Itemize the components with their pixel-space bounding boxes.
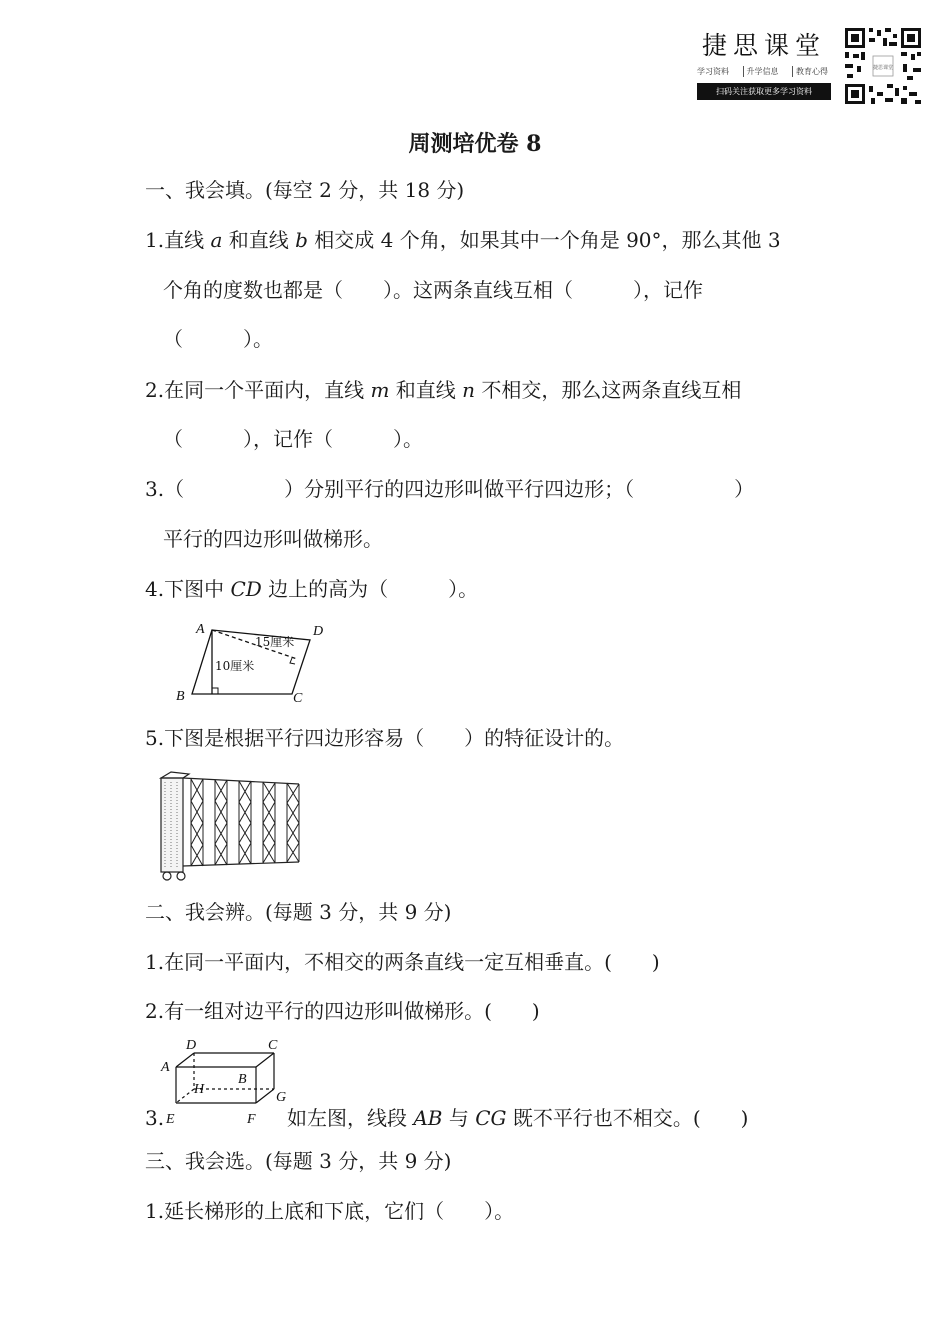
s1-q1-text: 和直线 <box>222 228 296 252</box>
s1-q2-line1 <box>145 376 741 404</box>
right-angle-mark <box>290 658 295 664</box>
s1-q2-text: 和直线 <box>389 378 463 402</box>
s2-q3-text-part: 既不平行也不相交。( ) <box>506 1106 749 1130</box>
label-15cm: 15厘米 <box>255 635 295 649</box>
right-angle-mark <box>212 688 218 694</box>
page-title: 周测培优卷 8 <box>408 131 542 157</box>
brand-tag: 学习资料 <box>697 67 729 76</box>
label-a: A <box>196 622 205 637</box>
brand-tags <box>697 66 831 77</box>
s1-q4-line1 <box>145 575 478 603</box>
brand-tag: 教育心得 <box>792 66 831 77</box>
parallelogram-figure <box>170 618 335 706</box>
s1-q2-var-n: n <box>462 378 476 402</box>
s1-q1-var-a: a <box>210 228 223 252</box>
cuboid-figure <box>158 1037 290 1129</box>
s1-q1-text: 直线 <box>164 228 211 252</box>
section2-heading: 二、我会辨。(每题 3 分，共 9 分) <box>145 900 452 924</box>
label-a: A <box>161 1060 170 1075</box>
gate-post <box>161 778 183 872</box>
qr-code-icon <box>843 26 923 106</box>
section1-heading: 一、我会填。(每空 2 分，共 18 分) <box>145 178 465 202</box>
brand-tag: 升学信息 <box>743 66 782 77</box>
label-10cm: 10厘米 <box>215 659 255 673</box>
s1-q2-text: 不相交，那么这两条直线互相 <box>475 378 742 402</box>
s2-q3-text-part: 如左图，线段 <box>287 1106 414 1130</box>
s1-q4-var-cd: CD <box>230 577 262 601</box>
s2-q1: 1.在同一平面内，不相交的两条直线一定互相垂直。( ) <box>145 950 660 974</box>
gate-bottom-rail <box>183 862 299 866</box>
s1-q4-text: 边上的高为（ ）。 <box>261 577 479 601</box>
s1-q3-line1: 3.（ ）分别平行的四边形叫做平行四边形；（ ） <box>145 477 755 501</box>
s1-q1-line1 <box>145 226 781 254</box>
s1-q5-line1: 5.下图是根据平行四边形容易（ ）的特征设计的。 <box>145 726 625 750</box>
s1-q1-line2: 个角的度数也都是（ ）。这两条直线互相（ ），记作 <box>163 278 703 302</box>
label-b: B <box>238 1072 247 1087</box>
label-d: D <box>313 624 324 639</box>
retractable-gate-image <box>155 768 305 883</box>
s2-q3-text <box>287 1104 748 1132</box>
s1-q4-text: 下图中 <box>164 577 231 601</box>
s2-q2: 2.有一组对边平行的四边形叫做梯形。( ) <box>145 999 540 1023</box>
s2-q3-var-cg: CG <box>475 1106 507 1130</box>
gate-lattice <box>191 779 299 866</box>
s3-q1: 1.延长梯形的上底和下底，它们（ ）。 <box>145 1199 515 1223</box>
s2-q3-var-ab: AB <box>413 1106 443 1130</box>
s1-q2-num: 2. <box>145 378 165 402</box>
label-b: B <box>176 689 185 704</box>
s1-q2-line2: （ ），记作（ ）。 <box>163 427 423 451</box>
brand-bar: 扫码关注获取更多学习资料 <box>697 83 831 100</box>
s1-q2-var-m: m <box>370 378 390 402</box>
s1-q4-num: 4. <box>145 577 165 601</box>
brand-block <box>697 26 831 100</box>
gate-top <box>161 772 189 778</box>
label-h: H <box>194 1082 205 1097</box>
label-g: G <box>276 1090 287 1105</box>
label-d: D <box>186 1038 197 1053</box>
s1-q1-var-b: b <box>295 228 308 252</box>
s2-q3-num: 3. <box>145 1106 165 1130</box>
s1-q1-num: 1. <box>145 228 165 252</box>
label-f: F <box>247 1112 256 1127</box>
brand-name: 捷思课堂 <box>701 31 826 60</box>
qr-center-text: 捷思课堂 <box>872 65 894 71</box>
s1-q3-line2: 平行的四边形叫做梯形。 <box>163 527 383 551</box>
s1-q1-text: 相交成 4 个角，如果其中一个角是 90°，那么其他 3 <box>307 228 781 252</box>
label-c: C <box>293 691 303 706</box>
label-e: E <box>166 1112 175 1127</box>
gate-wheel <box>163 872 171 880</box>
s2-q3-text-part: 与 <box>442 1106 476 1130</box>
label-c: C <box>268 1038 278 1053</box>
s1-q1-line3: （ ）。 <box>163 327 273 351</box>
gate-wheel <box>177 872 185 880</box>
section3-heading: 三、我会选。(每题 3 分，共 9 分) <box>145 1149 452 1173</box>
s1-q2-text: 在同一个平面内，直线 <box>164 378 371 402</box>
